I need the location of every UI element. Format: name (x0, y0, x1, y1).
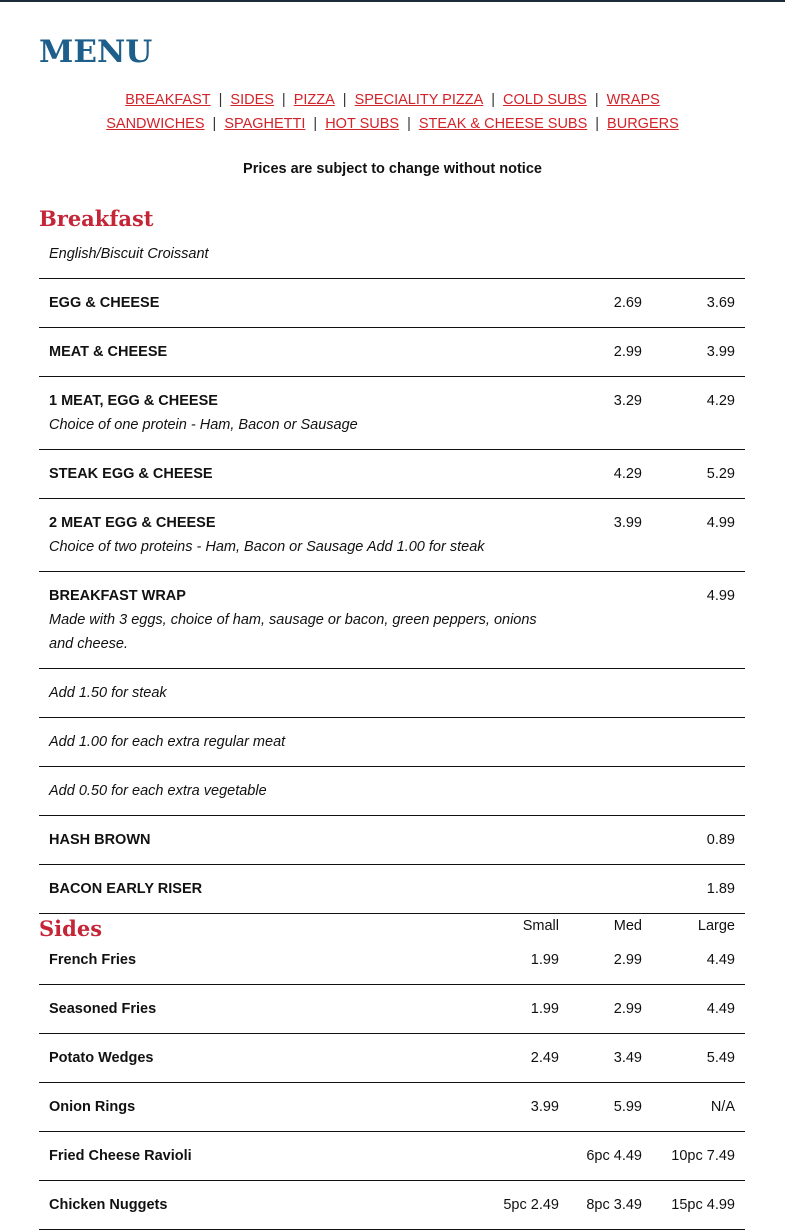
price-small: 1.99 (479, 938, 569, 985)
sides-header-spacer (39, 918, 479, 938)
menu-item-name: EGG & CHEESE (49, 295, 160, 311)
nav-link-spaghetti[interactable]: SPAGHETTI (224, 116, 306, 132)
nav-separator: | (407, 116, 411, 132)
side-item-name: Potato Wedges (39, 1034, 479, 1083)
side-item-name: French Fries (39, 938, 479, 985)
price-small: 5pc 2.49 (479, 1181, 569, 1230)
menu-item-description: Choice of one protein - Ham, Bacon or Sausage (49, 417, 358, 433)
nav-link-cold-subs[interactable]: COLD SUBS (503, 92, 587, 108)
price-2: 4.99 (652, 499, 745, 572)
price-small: 2.49 (479, 1034, 569, 1083)
menu-item-name: STEAK EGG & CHEESE (49, 466, 213, 482)
nav-separator: | (218, 92, 223, 108)
sides-table (39, 918, 745, 1230)
menu-item-description: Add 1.00 for each extra regular meat (49, 734, 286, 750)
nav-link-hot-subs[interactable]: HOT SUBS (325, 116, 400, 132)
price-2: 4.29 (652, 377, 745, 450)
price-med: 2.99 (569, 985, 652, 1034)
price-med: 6pc 4.49 (569, 1132, 652, 1181)
price-1: 3.29 (562, 377, 652, 450)
menu-item-row (39, 572, 745, 669)
menu-item-cell (39, 865, 562, 914)
price-med: 5.99 (569, 1083, 652, 1132)
price-1 (562, 865, 652, 914)
nav-link-breakfast[interactable]: BREAKFAST (125, 92, 211, 108)
menu-item-cell (39, 450, 562, 499)
nav-link-wraps[interactable]: WRAPS (606, 92, 660, 108)
side-item-row (39, 938, 745, 985)
price-2: 3.99 (652, 328, 745, 377)
menu-item-cell (39, 279, 562, 328)
menu-item-row (39, 328, 745, 377)
menu-item-description: Choice of two proteins - Ham, Bacon or Sausage Add 1.00 for steak (49, 539, 485, 555)
nav-link-burgers[interactable]: BURGERS (607, 116, 679, 132)
side-item-name: Seasoned Fries (39, 985, 479, 1034)
menu-item-name: BREAKFAST WRAP (49, 588, 186, 604)
menu-item-row (39, 450, 745, 499)
price-1 (562, 718, 652, 767)
menu-item-cell (39, 669, 562, 718)
menu-item-cell (39, 767, 562, 816)
breakfast-heading: Breakfast (39, 206, 154, 231)
menu-item-cell (39, 572, 562, 669)
price-large: N/A (652, 1083, 745, 1132)
menu-item-name: BACON EARLY RISER (49, 881, 203, 897)
price-small: 3.99 (479, 1083, 569, 1132)
column-header-large: Large (697, 918, 735, 934)
nav-separator: | (491, 92, 496, 108)
price-large: 4.49 (652, 985, 745, 1034)
side-item-row (39, 1132, 745, 1181)
price-1 (562, 767, 652, 816)
price-1 (562, 572, 652, 669)
side-item-name: Onion Rings (39, 1083, 479, 1132)
price-small (479, 1132, 569, 1181)
nav-link-sandwiches[interactable]: SANDWICHES (106, 116, 205, 132)
nav-separator: | (595, 116, 600, 132)
price-1: 4.29 (562, 450, 652, 499)
page-title: MENU (39, 34, 153, 70)
menu-item-row (39, 377, 745, 450)
side-item-row (39, 1034, 745, 1083)
price-1: 2.69 (562, 279, 652, 328)
price-1 (562, 669, 652, 718)
side-item-row (39, 985, 745, 1034)
price-notice: Prices are subject to change without notice (243, 161, 542, 177)
price-2: 1.89 (652, 865, 745, 914)
menu-item-name: 2 MEAT EGG & CHEESE (49, 515, 216, 531)
nav-separator: | (313, 116, 318, 132)
menu-item-cell (39, 816, 562, 865)
sides-heading: Sides (39, 916, 103, 941)
menu-item-cell (39, 718, 562, 767)
category-nav (0, 88, 785, 136)
nav-separator: | (342, 92, 347, 108)
price-large: 4.49 (652, 938, 745, 985)
price-2 (652, 767, 745, 816)
nav-separator: | (594, 92, 599, 108)
menu-item-row (39, 499, 745, 572)
price-2: 5.29 (652, 450, 745, 499)
nav-link-sides[interactable]: SIDES (230, 92, 274, 108)
side-item-name: Chicken Nuggets (39, 1181, 479, 1230)
price-large: 15pc 4.99 (652, 1181, 745, 1230)
breakfast-subheading: English/Biscuit Croissant (39, 232, 745, 279)
side-item-row (39, 1181, 745, 1230)
price-large: 5.49 (652, 1034, 745, 1083)
price-1: 3.99 (562, 499, 652, 572)
price-1 (562, 816, 652, 865)
menu-item-description: Made with 3 eggs, choice of ham, sausage or bacon, green peppers, onions and cheese. (49, 612, 537, 652)
price-2: 3.69 (652, 279, 745, 328)
menu-item-row (39, 279, 745, 328)
sides-header-row (39, 918, 745, 938)
price-med: 3.49 (569, 1034, 652, 1083)
menu-item-cell (39, 499, 562, 572)
price-large: 10pc 7.49 (652, 1132, 745, 1181)
nav-separator: | (281, 92, 286, 108)
nav-link-steak-cheese-subs[interactable]: STEAK & CHEESE SUBS (418, 116, 588, 132)
menu-item-description: Add 0.50 for each extra vegetable (49, 783, 267, 799)
side-item-row (39, 1083, 745, 1132)
menu-item-row (39, 865, 745, 914)
price-1: 2.99 (562, 328, 652, 377)
price-2: 0.89 (652, 816, 745, 865)
price-small: 1.99 (479, 985, 569, 1034)
side-item-name: Fried Cheese Ravioli (39, 1132, 479, 1181)
menu-item-cell (39, 328, 562, 377)
menu-item-row (39, 718, 745, 767)
breakfast-subheading-row (39, 232, 745, 279)
breakfast-table (39, 232, 745, 914)
menu-item-row (39, 669, 745, 718)
price-2: 4.99 (652, 572, 745, 669)
price-med: 8pc 3.49 (569, 1181, 652, 1230)
menu-item-description: Add 1.50 for steak (49, 685, 167, 701)
price-med: 2.99 (569, 938, 652, 985)
nav-link-pizza[interactable]: PIZZA (293, 92, 335, 108)
nav-separator: | (212, 116, 217, 132)
menu-item-cell (39, 377, 562, 450)
menu-item-name: HASH BROWN (49, 832, 151, 848)
menu-item-name: 1 MEAT, EGG & CHEESE (49, 393, 218, 409)
menu-item-name: MEAT & CHEESE (49, 344, 168, 360)
column-header-med: Med (613, 918, 642, 934)
menu-item-row (39, 816, 745, 865)
column-header-small: Small (522, 918, 559, 934)
price-2 (652, 669, 745, 718)
menu-item-row (39, 767, 745, 816)
price-2 (652, 718, 745, 767)
nav-link-speciality-pizza[interactable]: SPECIALITY PIZZA (354, 92, 484, 108)
